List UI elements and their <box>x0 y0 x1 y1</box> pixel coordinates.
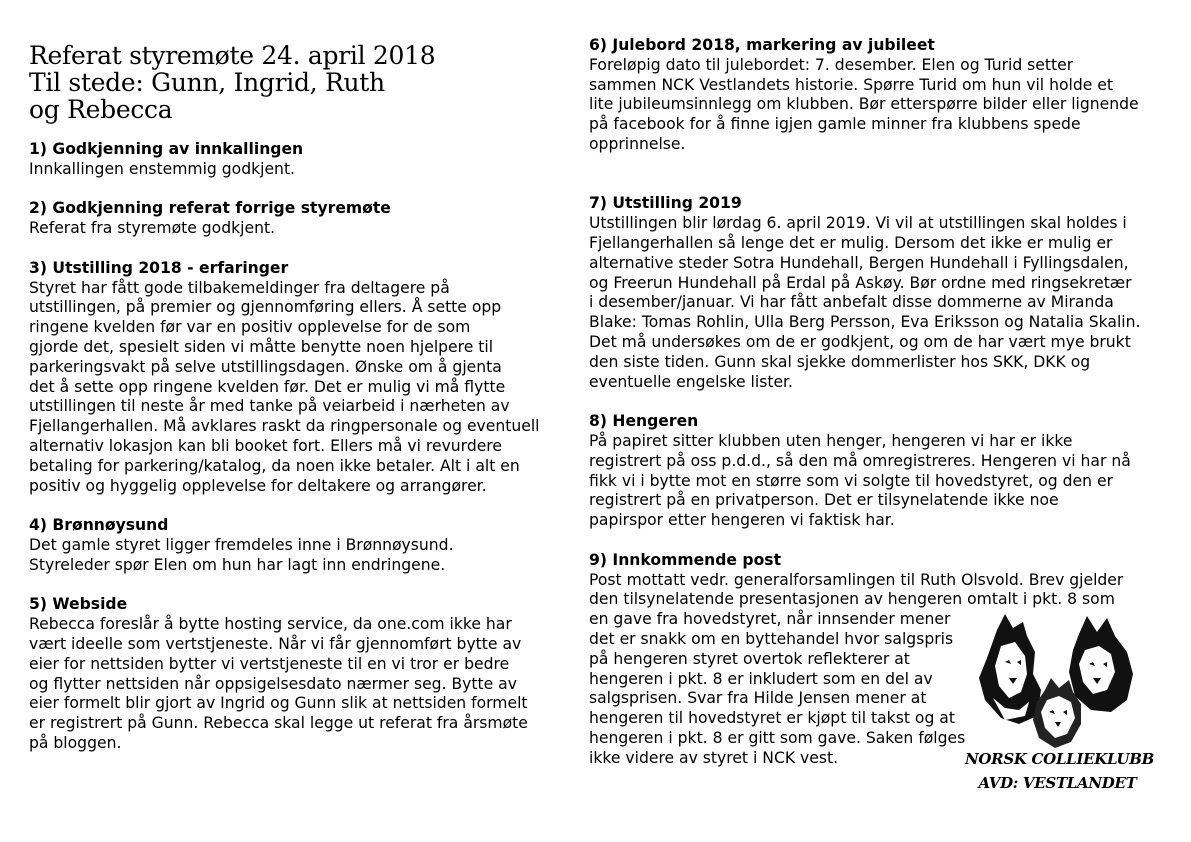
minutes-section <box>29 140 589 180</box>
section-text-line: Styreleder spør Elen om hun har lagt inn endringene. <box>29 555 446 574</box>
section-text-line: På papiret sitter klubben uten henger, hengeren vi har er ikke <box>589 431 1073 450</box>
section-text-line: Utstillingen blir lørdag 6. april 2019. Vi vil at utstillingen skal holdes i <box>589 214 1127 233</box>
section-text-line: salgsprisen. Svar fra Hilde Jensen mener at <box>589 689 927 708</box>
minutes-section <box>29 595 589 753</box>
section-text-line: Rebecca foreslår å bytte hosting service, da one.com ikke har <box>29 615 512 634</box>
section-text-line: alternative steder Sotra Hundehall, Bergen Hundehall i Fyllingsdalen, <box>589 253 1129 272</box>
title-line: Referat styremøte 24. april 2018 <box>29 41 436 70</box>
left-column <box>29 140 589 754</box>
minutes-section <box>589 36 1189 155</box>
section-text-line: og Freerun Hundehall på Erdal på Askøy. Bør ordne med ringsekretær <box>589 273 1132 292</box>
section-heading: 8) Hengeren <box>589 412 699 431</box>
section-text-line: eventuelle engelske lister. <box>589 372 793 391</box>
document-title <box>29 42 569 123</box>
section-text-line: det å sette opp ringene kvelden før. Det er mulig vi må flytte <box>29 377 506 396</box>
section-text-line: ringene kvelden før var en positiv opplevelse for de som <box>29 318 471 337</box>
minutes-section <box>29 199 589 239</box>
minutes-section <box>29 259 589 497</box>
section-text-line: utstillingen til neste år med tanke på veiarbeid i nærheten av <box>29 397 510 416</box>
section-text-line: lite jubileumsinnlegg om klubben. Bør etterspørre bilder eller lignende <box>589 95 1139 114</box>
section-text-line: Det gamle styret ligger fremdeles inne i Brønnøysund. <box>29 535 454 554</box>
section-text-line: Innkallingen enstemmig godkjent. <box>29 159 296 178</box>
section-heading: 2) Godkjenning referat forrige styremøte <box>29 199 391 218</box>
logo-text-line2: AVD: VESTLANDET <box>978 774 1137 792</box>
section-heading: 7) Utstilling 2019 <box>589 194 742 213</box>
logo-text-line1: NORSK COLLIEKLUBB <box>965 750 1154 768</box>
section-heading: 9) Innkommende post <box>589 550 782 569</box>
section-text-line: Styret har fått gode tilbakemeldinger fra deltagere på <box>29 278 450 297</box>
section-text-line: utstillingen, på premier og gjennomføring ellers. Å sette opp <box>29 298 502 317</box>
section-text-line: hengeren til hovedstyret er kjøpt til takst og at <box>589 709 955 728</box>
section-text-line: positiv og hyggelig opplevelse for deltakere og arrangører. <box>29 476 487 495</box>
section-text-line: og flytter nettsiden når oppsigelsesdato nærmer seg. Bytte av <box>29 674 517 693</box>
section-text-line: er registrert på Gunn. Rebecca skal legge ut referat fra årsmøte <box>29 714 528 733</box>
collie-dogs-logo-icon <box>975 612 1145 752</box>
minutes-section <box>589 194 1189 392</box>
section-text-line: ikke videre av styret i NCK vest. <box>589 748 839 767</box>
section-text-line: opprinnelse. <box>589 134 686 153</box>
section-text-line: registrert på en privatperson. Det er tilsynelatende ikke noe <box>589 491 1059 510</box>
section-text-line: Det må undersøkes om de er godkjent, og om de har vært mye brukt <box>589 332 1131 351</box>
section-heading: 3) Utstilling 2018 - erfaringer <box>29 258 289 277</box>
section-text-line: Fjellangerhallen så lenge det er mulig. Dersom det ikke er mulig er <box>589 233 1113 252</box>
section-text-line: i desember/januar. Vi har fått anbefalt disse dommerne av Miranda <box>589 293 1114 312</box>
section-text-line: den siste tiden. Gunn skal sjekke dommerlister hos SKK, DKK og <box>589 352 1091 371</box>
section-text-line: fikk vi i bytte mot en større som vi solgte til hovedstyret, og den er <box>589 471 1113 490</box>
section-text-line: alternativ lokasjon kan bli booket fort. Ellers må vi revurdere <box>29 436 502 455</box>
section-heading: 1) Godkjenning av innkallingen <box>29 140 304 158</box>
minutes-section <box>29 516 589 575</box>
section-text-line: gjorde det, spesielt siden vi måtte benytte noen hjelpere til <box>29 337 494 356</box>
section-text-line: Blake: Tomas Rohlin, Ulla Berg Persson, Eva Eriksson og Natalia Skalin. <box>589 313 1141 332</box>
section-text-line: registrert på oss p.d.d., så den må omregistreres. Hengeren vi har nå <box>589 451 1131 470</box>
section-text-line: på bloggen. <box>29 733 122 752</box>
section-text-line: Referat fra styremøte godkjent. <box>29 219 276 238</box>
section-heading: 6) Julebord 2018, markering av jubileet <box>589 36 935 54</box>
section-text-line: vært ideelle som vertstjeneste. Når vi får gjennomført bytte av <box>29 634 522 653</box>
section-text-line: den tilsynelatende presentasjonen av hengeren omtalt i pkt. 8 som <box>589 590 1115 609</box>
title-line: Til stede: Gunn, Ingrid, Ruth <box>29 68 385 97</box>
section-text-line: eier formelt blir gjort av Ingrid og Gunn slik at nettsiden formelt <box>29 694 528 713</box>
section-text-line: Foreløpig dato til julebordet: 7. desember. Elen og Turid setter <box>589 55 1074 74</box>
section-heading: 4) Brønnøysund <box>29 516 169 535</box>
section-heading: 5) Webside <box>29 595 128 614</box>
section-text-line: papirspor etter hengeren vi faktisk har. <box>589 511 895 530</box>
section-text-line: eier for nettsiden bytter vi vertstjeneste til en vi tror er bedre <box>29 654 510 673</box>
section-text-line: Post mottatt vedr. generalforsamlingen til Ruth Olsvold. Brev gjelder <box>589 570 1124 589</box>
section-text-line: Fjellangerhallen. Må avklares raskt da ringpersonale og eventuell <box>29 417 540 436</box>
club-logo <box>965 612 1154 802</box>
title-line: og Rebecca <box>29 95 173 124</box>
section-text-line: det er snakk om en byttehandel hvor salgspris <box>589 629 954 648</box>
section-text-line: sammen NCK Vestlandets historie. Spørre Turid om hun vil holde et <box>589 75 1114 94</box>
minutes-section <box>589 412 1189 531</box>
section-text-line: betaling for parkering/katalog, da noen ikke betaler. Alt i alt en <box>29 456 520 475</box>
section-text-line: parkeringsvakt på selve utstillingsdagen. Ønske om å gjenta <box>29 357 502 376</box>
section-text-line: hengeren i pkt. 8 er inkludert som en del av <box>589 669 933 688</box>
section-text-line: på hengeren styret overtok reflekterer at <box>589 649 910 668</box>
section-text-line: hengeren i pkt. 8 er gitt som gave. Saken følges <box>589 728 966 747</box>
section-text-line: en gave fra hovedstyret, når innsender mener <box>589 610 951 629</box>
section-text-line: på facebook for å finne igjen gamle minner fra klubbens spede <box>589 115 1081 134</box>
